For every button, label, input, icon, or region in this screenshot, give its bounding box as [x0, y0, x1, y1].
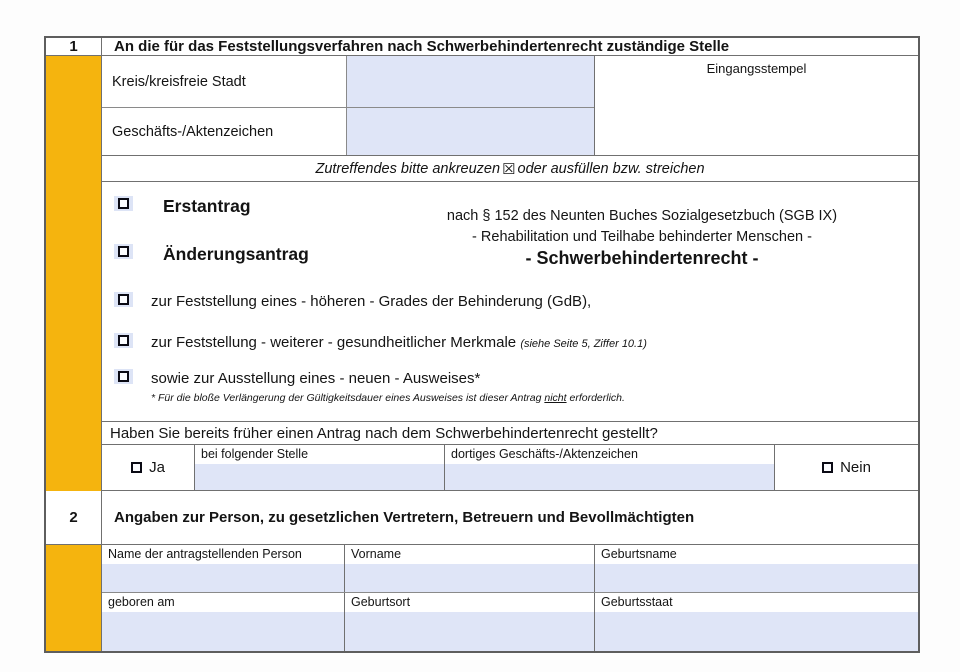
aenderungsantrag-label: Änderungsantrag: [163, 244, 309, 264]
stelle-label: bei folgender Stelle: [201, 447, 309, 461]
checkbox-icon: [118, 335, 129, 346]
nein-cell: [775, 445, 918, 490]
ausweis-row: [114, 369, 625, 405]
name-cell: [102, 545, 345, 592]
stelle-cell: [195, 445, 445, 490]
section1-number: 1: [46, 38, 102, 55]
geburtsname-label: Geburtsname: [601, 547, 677, 561]
aktenzeichen-input[interactable]: [347, 108, 594, 155]
merkmale-row: [114, 333, 647, 354]
geboren-am-label: geboren am: [108, 595, 175, 609]
merkmale-label: zur Feststellung - weiterer - gesundheitlicher Merkmale (siehe Seite 5, Ziffer 10.1): [151, 334, 647, 351]
vorname-label: Vorname: [351, 547, 402, 561]
instruction-row: [102, 156, 918, 182]
erstantrag-row: [114, 196, 251, 217]
ausweis-checkbox[interactable]: [114, 369, 133, 384]
merkmale-note: (siehe Seite 5, Ziffer 10.1): [520, 338, 647, 350]
ja-checkbox[interactable]: [131, 462, 142, 473]
ja-cell: [102, 445, 195, 490]
geburtsort-label: Geburtsort: [351, 595, 411, 609]
geburtsort-input[interactable]: [345, 612, 594, 651]
section2-number: 2: [46, 491, 102, 544]
geboren-am-input[interactable]: [102, 612, 344, 651]
checked-box-icon: ☒: [502, 160, 516, 178]
geburtsort-cell: [345, 593, 595, 651]
section1-body: [46, 56, 918, 491]
instruction-post: oder ausfüllen bzw. streichen: [517, 160, 705, 177]
section1-title: An die für das Feststellungsverfahren nach Schwerbehindertenrecht zuständige Stelle: [114, 38, 730, 55]
eingangsstempel-label: Eingangsstempel: [706, 61, 807, 76]
gdb-checkbox[interactable]: [114, 292, 133, 307]
section2-header: [46, 491, 918, 545]
person-birth-row: [102, 593, 918, 651]
checkbox-icon: [822, 462, 833, 473]
gdb-label: zur Feststellung eines - höheren - Grades der Behinderung (GdB),: [151, 293, 592, 310]
erstantrag-label: Erstantrag: [163, 196, 251, 216]
checkbox-icon: [131, 462, 142, 473]
kreis-label: Kreis/kreisfreie Stadt: [102, 56, 347, 107]
law-line1: nach § 152 des Neunten Buches Sozialgesetzbuch (SGB IX): [446, 208, 838, 224]
geburtsname-cell: [595, 545, 918, 592]
checkbox-icon: [118, 246, 129, 257]
section2-title: Angaben zur Person, zu gesetzlichen Vertretern, Betreuern und Bevollmächtigten: [114, 509, 695, 526]
checkbox-icon: [118, 294, 129, 305]
nein-checkbox[interactable]: [822, 462, 833, 473]
geburtsname-input[interactable]: [595, 564, 918, 592]
nein-label: Nein: [840, 459, 871, 476]
erstantrag-checkbox[interactable]: [114, 196, 133, 211]
person-name-row: [102, 545, 918, 593]
name-label: Name der antragstellenden Person: [108, 547, 302, 561]
ausweis-label: sowie zur Ausstellung eines - neuen - Ausweises* * Für die bloße Verlängerung der Gültigkeitsdauer eines Ausweises ist dieser Antrag nicht erforderlich.: [151, 370, 625, 404]
law-reference: [374, 206, 910, 269]
kreis-input[interactable]: [347, 56, 594, 107]
instruction-pre: Zutreffendes bitte ankreuzen: [315, 160, 501, 177]
ausweis-footnote: * Für die bloße Verlängerung der Gültigkeitsdauer eines Ausweises ist dieser Antrag nicht erforderlich.: [151, 392, 625, 404]
dortiges-aktenzeichen-input[interactable]: [445, 464, 774, 490]
aenderungsantrag-row: [114, 244, 309, 265]
checkbox-icon: [118, 371, 129, 382]
stelle-input[interactable]: [195, 464, 444, 490]
gdb-row: [114, 292, 591, 312]
geburtsstaat-input[interactable]: [595, 612, 918, 651]
application-form: [44, 36, 920, 653]
dortiges-aktenzeichen-label: dortiges Geschäfts-/Aktenzeichen: [451, 447, 638, 461]
eingangsstempel-area: [594, 56, 918, 155]
vorname-input[interactable]: [345, 564, 594, 592]
application-type-block: [102, 182, 918, 422]
previous-application-question: Haben Sie bereits früher einen Antrag nach dem Schwerbehindertenrecht gestellt?: [102, 422, 918, 445]
geburtsstaat-label: Geburtsstaat: [601, 595, 673, 609]
vorname-cell: [345, 545, 595, 592]
section1-header: [46, 38, 918, 56]
aenderungsantrag-checkbox[interactable]: [114, 244, 133, 259]
aktenzeichen-label: Geschäfts-/Aktenzeichen: [102, 108, 347, 155]
ja-label: Ja: [149, 459, 165, 476]
previous-application-answer-row: [102, 445, 918, 491]
section1-accent-bar: [46, 56, 102, 491]
name-input[interactable]: [102, 564, 344, 592]
geboren-am-cell: [102, 593, 345, 651]
law-line3: - Schwerbehindertenrecht -: [525, 248, 759, 268]
section2-accent-bar: [46, 545, 102, 651]
geburtsstaat-cell: [595, 593, 918, 651]
dortiges-aktenzeichen-cell: [445, 445, 775, 490]
law-line2: - Rehabilitation und Teilhabe behinderter Menschen -: [472, 229, 812, 245]
section2-body: [46, 545, 918, 651]
checkbox-icon: [118, 198, 129, 209]
addressee-fields: [102, 56, 918, 156]
merkmale-checkbox[interactable]: [114, 333, 133, 348]
